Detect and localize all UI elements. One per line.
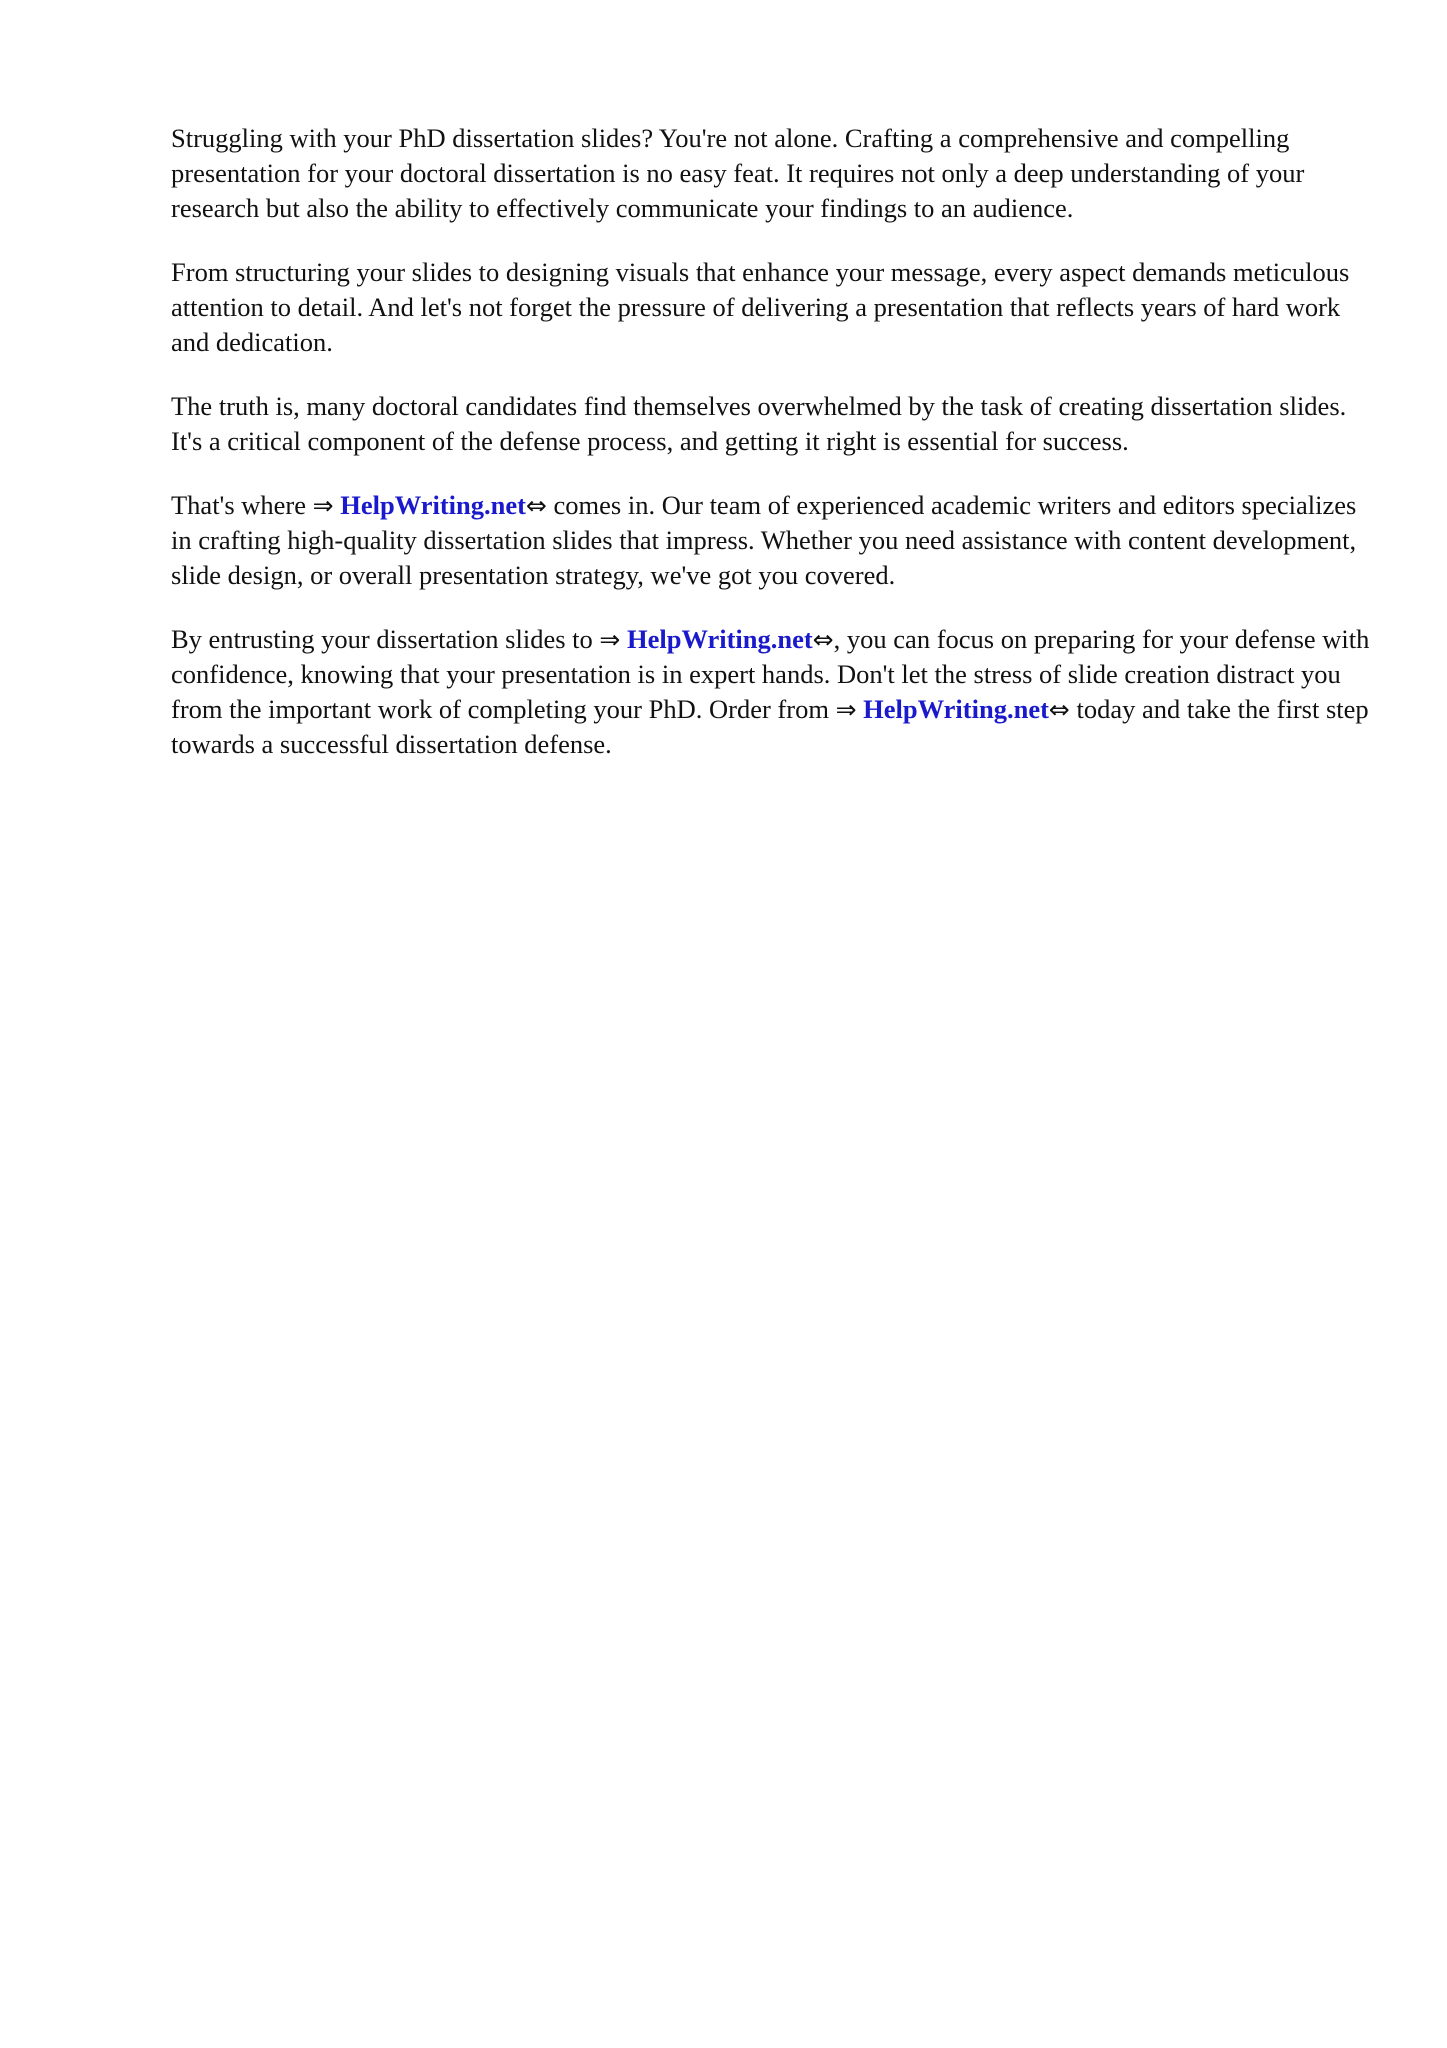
paragraph-challenges: From structuring your slides to designing visuals that enhance your message, every aspect demands meticulous attention to detail. And let's not forget the pressure of delivering a presentation that reflects years of hard work and dedication. [171,257,1350,357]
paragraph-service-tail: comes in. Our team of experienced academic writers and editors specializes in crafting high-quality dissertation slides that impress. Whether you need assistance with content development, slide design, or overall presentation strategy, we've got you covered. [171,490,1357,590]
helpwriting-link[interactable]: HelpWriting.net [340,490,526,520]
helpwriting-link[interactable]: HelpWriting.net [626,624,813,654]
helpwriting-link[interactable]: HelpWriting.net [863,694,1049,724]
paragraph-service-lead: That's where [171,490,313,520]
paragraph-truth: The truth is, many doctoral candidates find themselves overwhelmed by the task of creating dissertation slides. It's a critical component of the defense process, and getting it right is essential for success. [171,391,1347,456]
paragraph-closing [171,622,1371,762]
left-right-double-arrow-icon: ⇔ [1048,695,1070,724]
paragraph-closing-tail: today and take the first step towards a successful dissertation defense. [171,694,1369,759]
right-double-arrow-icon: ⇒ [312,491,334,520]
left-right-double-arrow-icon: ⇔ [525,491,547,520]
left-right-double-arrow-icon: ⇔ [812,625,834,654]
paragraph-closing-middle: , you can focus on preparing for your defense with confidence, knowing that your presentation is in expert hands. Don't let the stress of slide creation distract you from the important work of completing your PhD. Order from [171,624,1370,724]
paragraph-closing-lead: By entrusting your dissertation slides to [171,624,600,654]
paragraph-service [171,488,1371,593]
right-double-arrow-icon: ⇒ [835,695,857,724]
right-double-arrow-icon: ⇒ [599,625,621,654]
document-body [171,121,1371,791]
paragraph-intro: Struggling with your PhD dissertation slides? You're not alone. Crafting a comprehensive and compelling presentation for your doctoral dissertation is no easy feat. It requires not only a deep understanding of your research but also the ability to effectively communicate your findings to an audience. [171,123,1305,223]
